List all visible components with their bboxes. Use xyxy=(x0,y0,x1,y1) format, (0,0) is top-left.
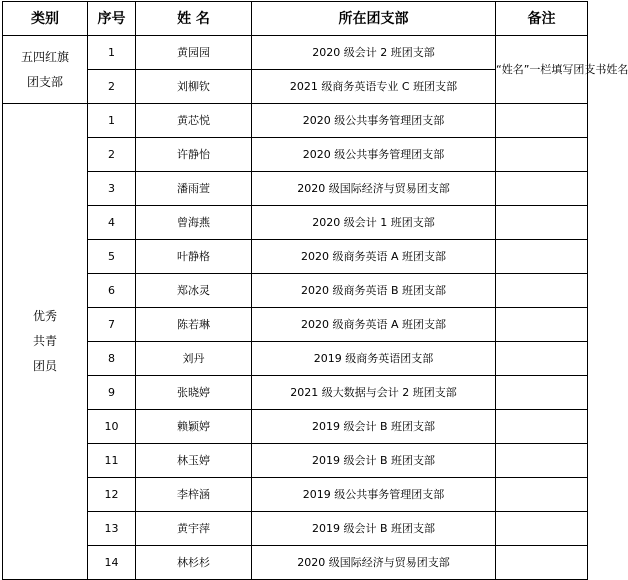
table-row xyxy=(3,478,588,512)
remark-cell xyxy=(496,512,588,546)
remark-cell xyxy=(496,308,588,342)
name-cell: 林玉婷 xyxy=(136,444,252,478)
branch-cell: 2019 级会计 B 班团支部 xyxy=(252,444,496,478)
category-label: 共青 xyxy=(32,334,57,348)
name-cell: 张晓婷 xyxy=(136,376,252,410)
category-cell xyxy=(3,36,88,104)
table-row xyxy=(3,172,588,206)
name-cell: 黄芯悦 xyxy=(136,104,252,138)
seq-cell: 11 xyxy=(88,444,136,478)
name-cell: 刘柳钦 xyxy=(136,70,252,104)
name-cell: 潘雨萱 xyxy=(136,172,252,206)
table-row xyxy=(3,410,588,444)
remark-cell xyxy=(496,274,588,308)
table-row xyxy=(3,342,588,376)
remark-cell xyxy=(496,104,588,138)
table-body xyxy=(3,36,628,580)
table-row xyxy=(3,104,588,138)
header-branch: 所在团支部 xyxy=(252,2,496,36)
branch-cell: 2020 级公共事务管理团支部 xyxy=(252,138,496,172)
seq-cell: 4 xyxy=(88,206,136,240)
category-cell xyxy=(3,104,88,580)
seq-cell: 14 xyxy=(88,546,136,580)
branch-cell: 2020 级商务英语 A 班团支部 xyxy=(252,308,496,342)
table-row xyxy=(3,240,588,274)
header-category: 类别 xyxy=(3,2,88,36)
name-cell: 叶静格 xyxy=(136,240,252,274)
branch-cell: 2019 级公共事务管理团支部 xyxy=(252,478,496,512)
seq-cell: 10 xyxy=(88,410,136,444)
branch-cell: 2019 级会计 B 班团支部 xyxy=(252,512,496,546)
name-cell: 黄园园 xyxy=(136,36,252,70)
name-cell: 曾海燕 xyxy=(136,206,252,240)
branch-cell: 2020 级国际经济与贸易团支部 xyxy=(252,172,496,206)
remark-cell xyxy=(496,478,588,512)
name-cell: 林杉杉 xyxy=(136,546,252,580)
table-row xyxy=(3,206,588,240)
seq-cell: 12 xyxy=(88,478,136,512)
name-cell: 郑冰灵 xyxy=(136,274,252,308)
seq-cell: 2 xyxy=(88,138,136,172)
name-cell: 刘丹 xyxy=(136,342,252,376)
table-row xyxy=(3,512,588,546)
header-seq: 序号 xyxy=(88,2,136,36)
header-name: 姓 名 xyxy=(136,2,252,36)
seq-cell: 9 xyxy=(88,376,136,410)
branch-cell: 2020 级会计 2 班团支部 xyxy=(252,36,496,70)
remark-cell xyxy=(496,444,588,478)
table-row xyxy=(3,376,588,410)
table-row xyxy=(3,308,588,342)
name-cell: 陈若琳 xyxy=(136,308,252,342)
header-remark: 备注 xyxy=(496,2,588,36)
category-label: 团支部 xyxy=(26,74,63,89)
branch-cell: 2020 级商务英语 B 班团支部 xyxy=(252,274,496,308)
table-row xyxy=(3,138,588,172)
branch-cell: 2019 级会计 B 班团支部 xyxy=(252,410,496,444)
table-row xyxy=(3,546,588,580)
branch-cell: 2021 级大数据与会计 2 班团支部 xyxy=(252,376,496,410)
name-cell: 李梓涵 xyxy=(136,478,252,512)
name-cell: 赖颖婷 xyxy=(136,410,252,444)
category-label: 团员 xyxy=(32,359,57,373)
seq-cell: 13 xyxy=(88,512,136,546)
seq-cell: 8 xyxy=(88,342,136,376)
seq-cell: 1 xyxy=(88,36,136,70)
seq-cell: 7 xyxy=(88,308,136,342)
seq-cell: 5 xyxy=(88,240,136,274)
remark-cell xyxy=(496,410,588,444)
remark-cell xyxy=(496,240,588,274)
awards-table xyxy=(2,1,628,580)
seq-cell: 2 xyxy=(88,70,136,104)
remark-cell xyxy=(496,342,588,376)
remark-cell xyxy=(496,546,588,580)
table-row xyxy=(3,36,588,70)
remark-cell xyxy=(496,206,588,240)
table-row xyxy=(3,274,588,308)
branch-cell: 2020 级会计 1 班团支部 xyxy=(252,206,496,240)
category-label: 优秀 xyxy=(32,309,57,323)
name-cell: 许静怡 xyxy=(136,138,252,172)
branch-cell: 2020 级公共事务管理团支部 xyxy=(252,104,496,138)
branch-cell: 2021 级商务英语专业 C 班团支部 xyxy=(252,70,496,104)
header-row xyxy=(3,2,588,36)
remark-cell xyxy=(496,376,588,410)
table-row xyxy=(3,444,588,478)
branch-cell: 2020 级国际经济与贸易团支部 xyxy=(252,546,496,580)
remark-cell xyxy=(496,138,588,172)
seq-cell: 1 xyxy=(88,104,136,138)
seq-cell: 3 xyxy=(88,172,136,206)
category-label: 五四红旗 xyxy=(20,49,69,64)
name-cell: 黄宇萍 xyxy=(136,512,252,546)
remark-cell xyxy=(496,172,588,206)
seq-cell: 6 xyxy=(88,274,136,308)
remark-cell: “姓名”一栏填写团支书姓名 xyxy=(496,36,588,104)
branch-cell: 2019 级商务英语团支部 xyxy=(252,342,496,376)
branch-cell: 2020 级商务英语 A 班团支部 xyxy=(252,240,496,274)
